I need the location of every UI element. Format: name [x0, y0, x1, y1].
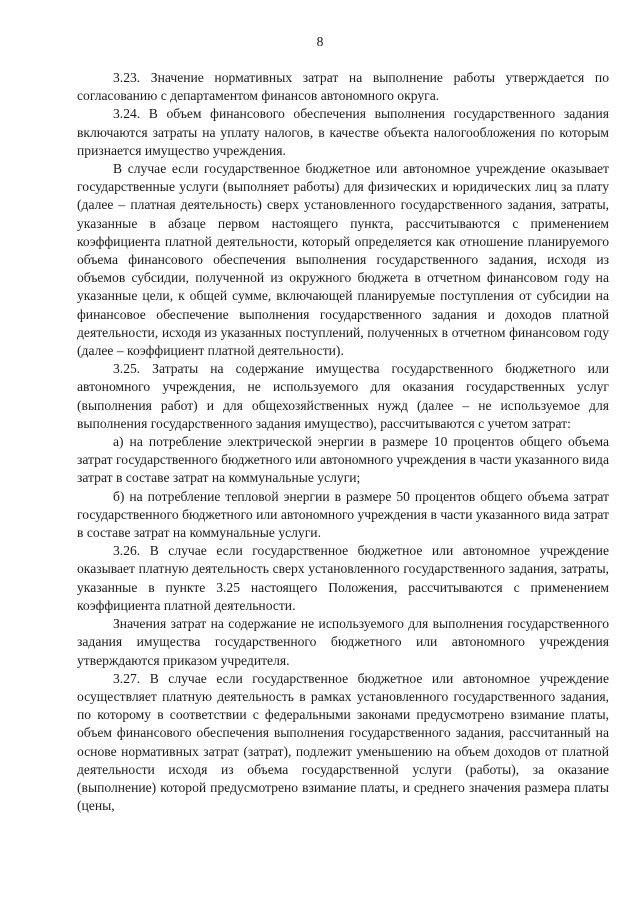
paragraph-3-25: 3.25. Затраты на содержание имущества государственного бюджетного или автономного учреждения, не используемого для оказания государственных услуг (выполнения работ) и для общехозяйственных нужд (далее – не используемое для выполнения государственного задания имущество), рассчитываются с учетом затрат: [77, 361, 609, 431]
paragraph-3-25-b: б) на потребление тепловой энергии в размере 50 процентов общего объема затрат государственного бюджетного или автономного учреждения в части указанного вида затрат в составе затрат на коммунальные услуги. [77, 488, 609, 541]
paragraph-3-26-values: Значения затрат на содержание не используемого для выполнения государственного задания имущества государственного бюджетного или автономного учреждения утверждаются приказом учредителя. [77, 616, 609, 668]
document-body [77, 69, 609, 815]
paragraph-3-24: 3.24. В объем финансового обеспечения выполнения государственного задания включаются затраты на уплату налогов, в качестве объекта налогообложения по которым признается имущество учреждения. [77, 106, 609, 158]
page-number: 8 [316, 34, 324, 49]
paragraph-3-27: 3.27. В случае если государственное бюджетное или автономное учреждение осуществляет платную деятельность в рамках установленного государственного задания, по которому в соответствии с федеральными законами предусмотрено взимание платы, объем финансового обеспечения выполнения государственного задания, рассчитанный на основе нормативных затрат (затрат), подлежит уменьшению на объем доходов от платной деятельности исходя из объема государственной услуги (работы), за оказание (выполнение) которой предусмотрено взимание платы, и среднего значения размера платы (цены, [77, 670, 609, 814]
paragraph-3-23: 3.23. Значение нормативных затрат на выполнение работы утверждается по согласованию с департаментом финансов автономного округа. [77, 70, 609, 104]
paragraph-3-25-a: а) на потребление электрической энергии в размере 10 процентов общего объема затрат государственного бюджетного или автономного учреждения в части указанного вида затрат в составе затрат на коммунальные услуги; [77, 434, 609, 486]
paragraph-3-26: 3.26. В случае если государственное бюджетное или автономное учреждение оказывает платную деятельность сверх установленного государственного задания, затраты, указанные в пункте 3.25 настоящего Положения, рассчитываются с применением коэффициента платной деятельности. [77, 543, 609, 613]
paragraph-3-24-paid-activity: В случае если государственное бюджетное или автономное учреждение оказывает государственные услуги (выполняет работы) для физических и юридических лиц за плату (далее – платная деятельность) сверх установленного государственного задания, затраты, указанные в абзаце первом настоящего пункта, рассчитываются с применением коэффициента платной деятельности, который определяется как отношение планируемого объема финансового обеспечения выполнения государственного задания, исходя из объемов субсидии, полученной из окружного бюджета в отчетном финансовом году на указанные цели, к общей сумме, включающей планируемые поступления от субсидии на финансовое обеспечение выполнения государственного задания и доходов платной деятельности, исходя из указанных поступлений, полученных в отчетном финансовом году (далее – коэффициент платной деятельности). [77, 161, 609, 359]
